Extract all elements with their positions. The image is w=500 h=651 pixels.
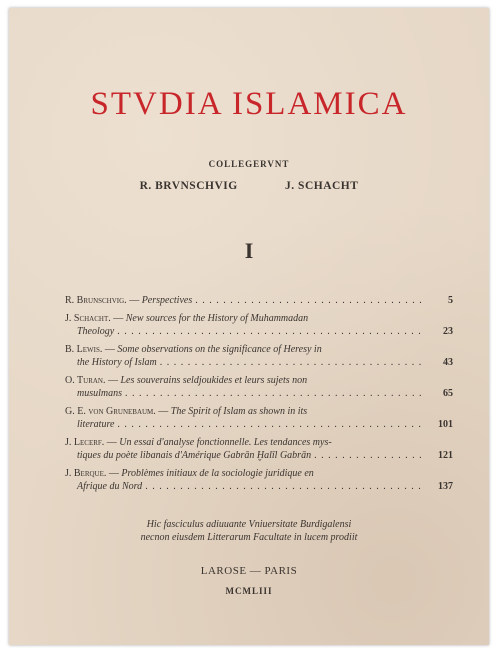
book-cover [9,8,489,645]
editor-name: R. BRVNSCHVIG [139,180,238,192]
toc-title: Les souverains seldjoukides et leurs sujets non [120,375,308,386]
toc-title: Some observations on the significance of Heresy in [117,344,322,355]
toc-entry: B. Lewis. — Some observations on the significance of Heresy in the History of Islam . . . 43 [65,343,453,369]
toc-title-cont: Theology [77,326,115,337]
toc-entry: O. Turan. — Les souverains seldjoukides et leurs sujets non musulmans . . . 65 [65,374,453,400]
toc-page: 5 [448,295,453,306]
collaborators-label: COLLEGERVNT [208,159,290,169]
toc-author: R. Brunschvig. [65,295,127,306]
editors [9,180,489,192]
toc-entry: R. Brunschvig. — Perspectives . . . 5 [65,294,453,307]
toc-page: 121 [438,450,453,461]
toc-author: J. Berque. [65,468,107,479]
toc-page: 23 [443,326,453,337]
toc-author: B. Lewis. [65,344,103,355]
colophon [9,518,489,544]
toc-entry: J. Schacht. — New sources for the History of Muhammadan Theology . . . 23 [65,312,453,338]
toc-author: G. E. von Grunebaum. [65,406,156,417]
toc-page: 65 [443,388,453,399]
toc-entry: G. E. von Grunebaum. — The Spirit of Islam as shown in its literature . . . 101 [65,405,453,431]
toc-title: Perspectives [141,295,193,306]
toc-title-cont: the History of Islam [77,357,157,368]
toc-entry: J. Berque. — Problèmes initiaux de la sociologie juridique en Afrique du Nord . . . 137 [65,467,453,493]
toc-title: Problèmes initiaux de la sociologie juridique en [121,468,314,479]
toc-title-cont: tiques du poète libanais d'Amérique Gabrān Ḫalīl Gabrān [77,450,312,461]
toc-page: 43 [443,357,453,368]
editor-name: J. SCHACHT [285,180,359,192]
toc-title-cont: Afrique du Nord [77,481,143,492]
toc-title: Un essai d'analyse fonctionnelle. Les tendances mys- [119,437,332,448]
toc-author: J. Schacht. [65,313,111,324]
table-of-contents [65,294,453,498]
toc-author: O. Turan. [65,375,106,386]
colophon-line: Hic fasciculus adiuuante Vniuersitate Burdigalensi [146,519,352,530]
publisher: LAROSE — PARIS [200,565,298,577]
volume-number: I [244,238,254,263]
journal-title: STVDIA ISLAMICA [90,86,408,122]
toc-entry: J. Lecerf. — Un essai d'analyse fonctionnelle. Les tendances mys- tiques du poète libanais d'Amérique Gabrān Ḫalīl Gabrān . . . 121 [65,436,453,462]
publication-year: MCMLIII [225,586,273,596]
toc-author: J. Lecerf. [65,437,105,448]
toc-page: 137 [438,481,453,492]
colophon-line: necnon eiusdem Litterarum Facultate in lucem prodiit [140,532,358,543]
toc-title-cont: musulmans [77,388,123,399]
toc-title: New sources for the History of Muhammadan [125,313,309,324]
toc-page: 101 [438,419,453,430]
toc-title-cont: literature [77,419,115,430]
toc-title: The Spirit of Islam as shown in its [170,406,308,417]
